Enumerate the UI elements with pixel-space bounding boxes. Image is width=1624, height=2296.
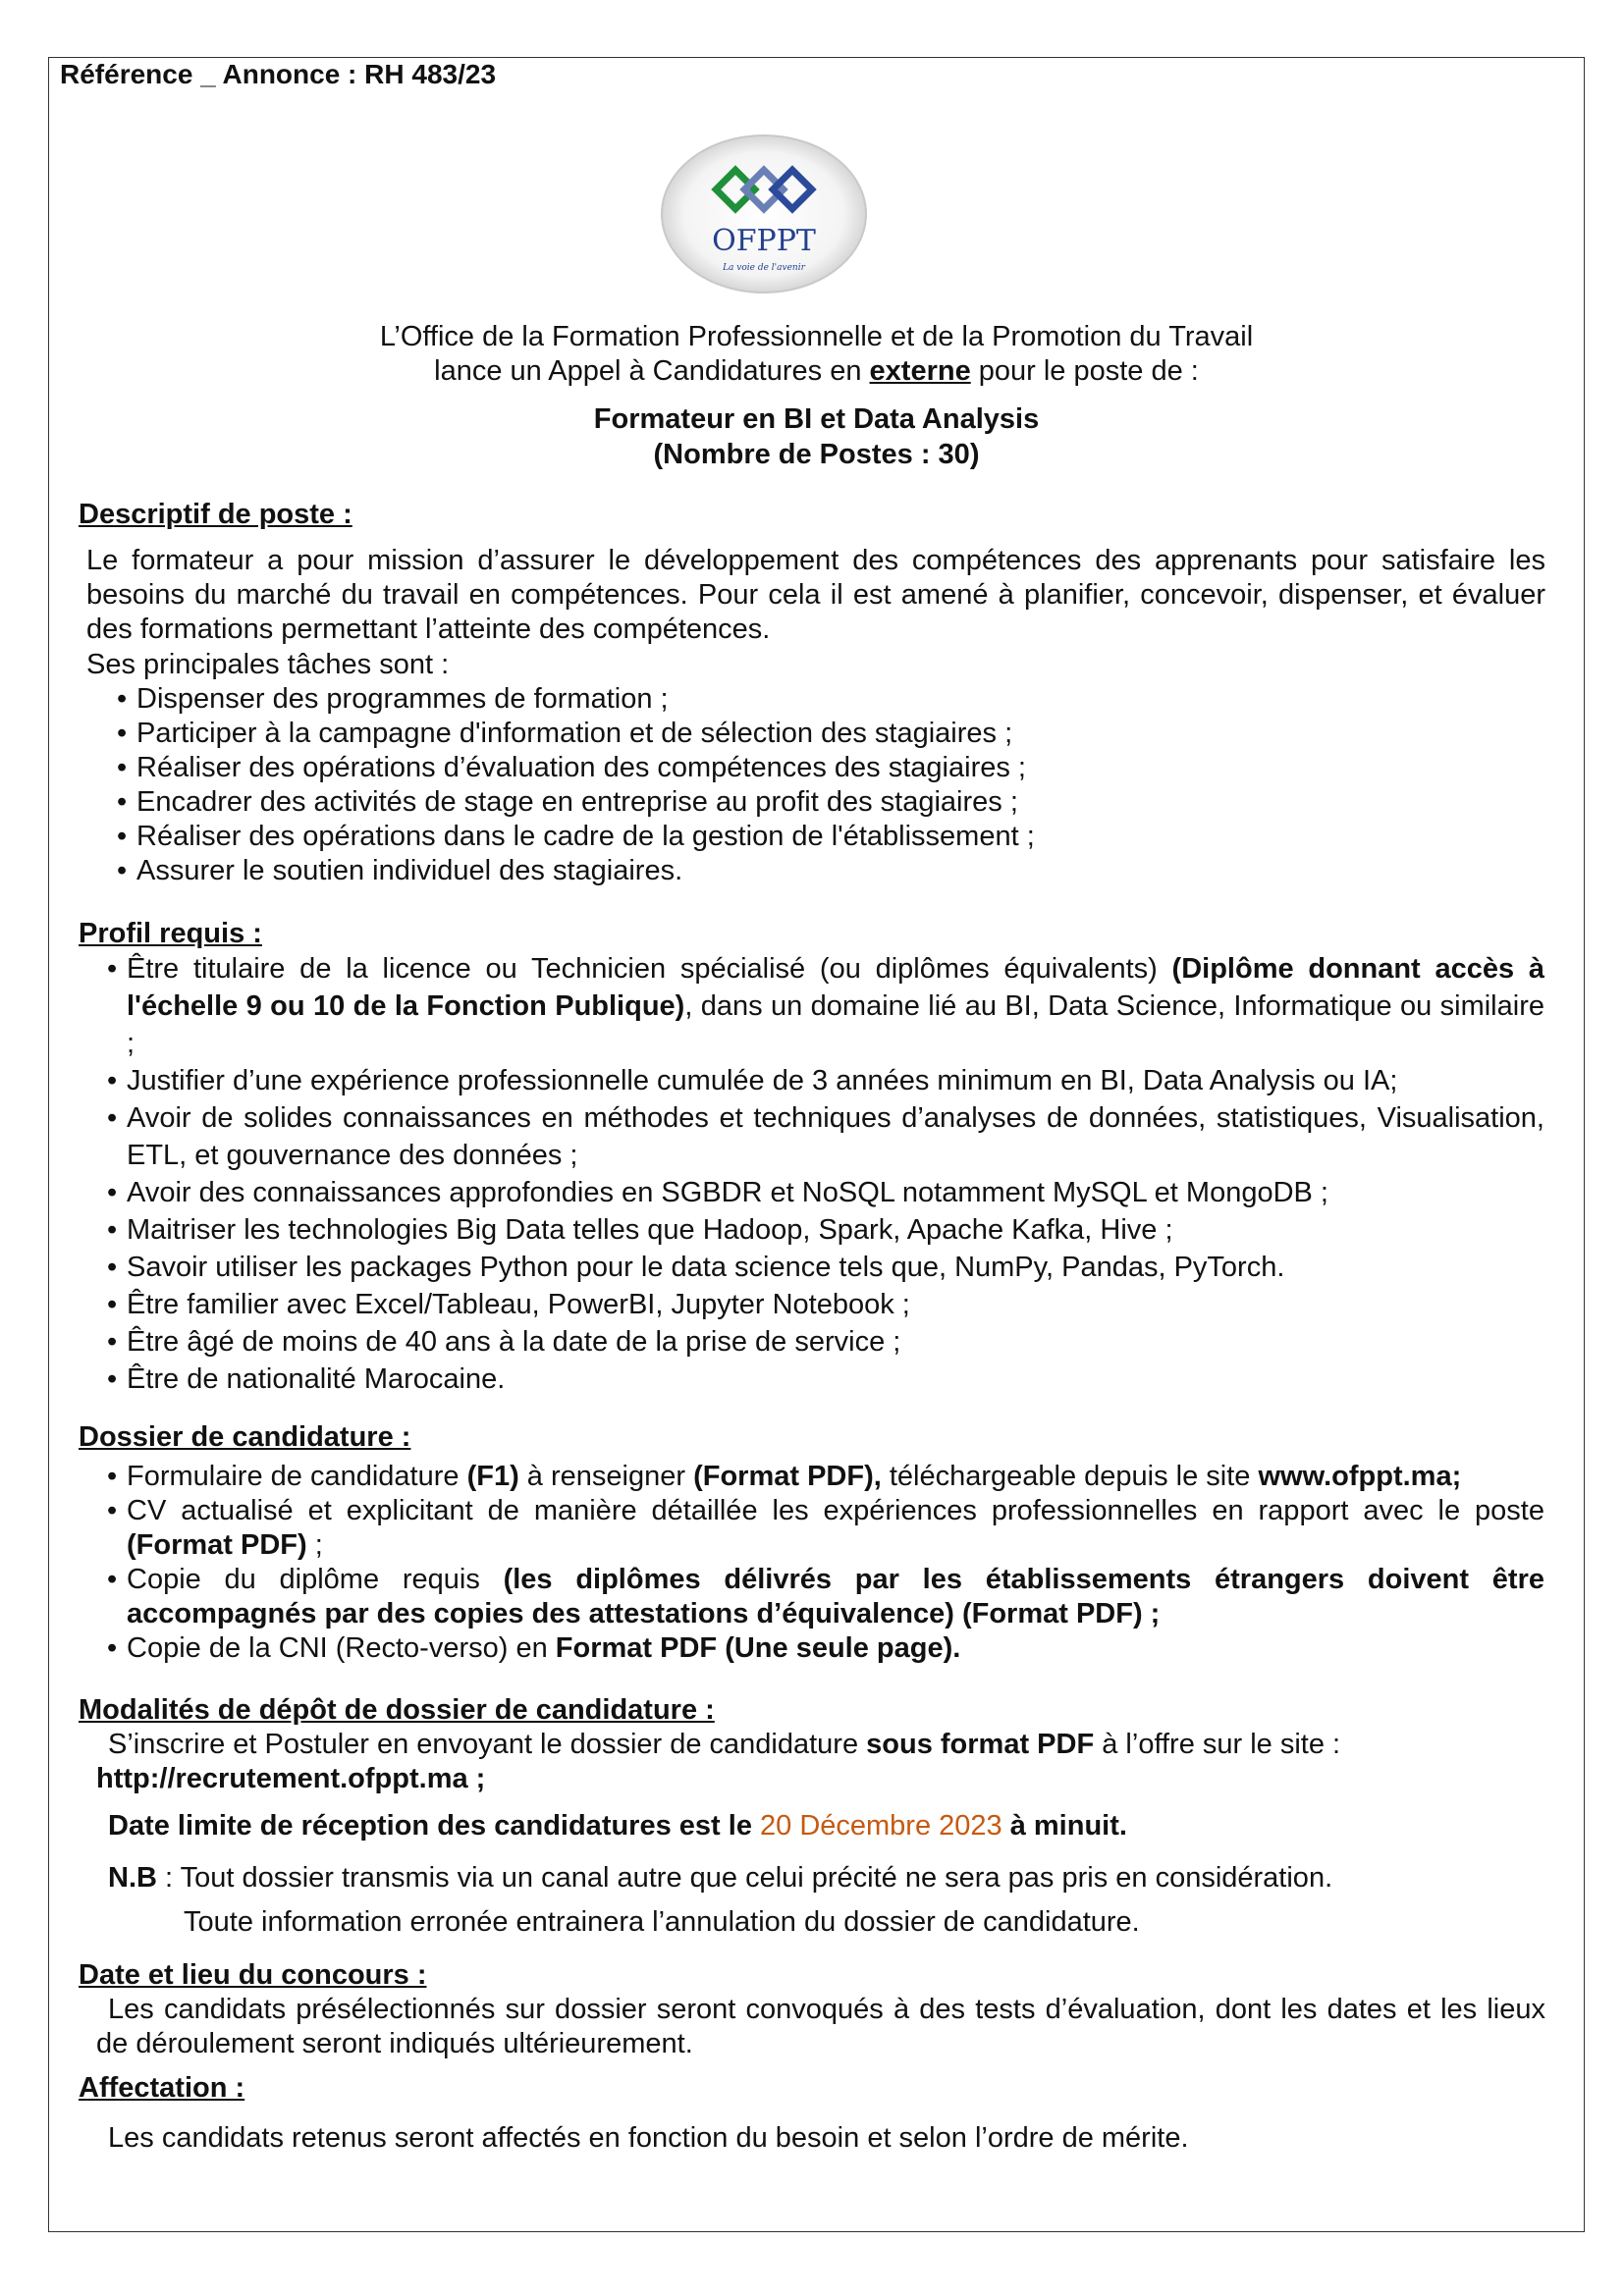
section-concours-heading: Date et lieu du concours : [79, 1959, 427, 1991]
list-item: • Assurer le soutien individuel des stagiaires. [136, 854, 1531, 888]
list-item: • CV actualisé et explicitant de manière détaillée les expériences professionnelles en rapport avec le poste (Format PDF) ; [127, 1494, 1544, 1563]
list-item: • Maitriser les technologies Big Data telles que Hadoop, Spark, Apache Kafka, Hive ; [127, 1211, 1544, 1249]
svg-text:OFPPT: OFPPT [712, 224, 816, 258]
list-item: • Copie de la CNI (Recto-verso) en Format PDF (Une seule page). [127, 1631, 1544, 1666]
recruitment-url[interactable]: http://recrutement.ofppt.ma ; [96, 1763, 486, 1794]
section-descriptif-heading: Descriptif de poste : [79, 499, 352, 530]
list-item: • Participer à la campagne d'information et de sélection des stagiaires ; [136, 717, 1531, 751]
descriptif-paragraph: Le formateur a pour mission d’assurer le développement des compétences des apprenants pour satisfaire les besoins du marché du travail en compétences. Pour cela il est amené à planifier, concevoir, dispenser, et évaluer des formations permettant l’atteinte des compétences. [86, 545, 1545, 645]
deadline: Date limite de réception des candidatures est le 20 Décembre 2023 à minuit. [108, 1810, 1127, 1842]
svg-text:La voie de l'avenir: La voie de l'avenir [723, 263, 805, 273]
section-affectation-heading: Affectation : [79, 2072, 245, 2104]
dossier-list [127, 1460, 1544, 1666]
concours-paragraph: Les candidats présélectionnés sur dossier seront convoqués à des tests d’évaluation, dont les dates et les lieux de déroulement seront indiqués ultérieurement. [96, 1994, 1545, 2059]
list-item: • Réaliser des opérations d’évaluation des compétences des stagiaires ; [136, 751, 1531, 785]
tasks-list [136, 682, 1531, 888]
tasks-intro: Ses principales tâches sont : [86, 649, 450, 680]
affectation-paragraph: Les candidats retenus seront affectés en fonction du besoin et selon l’ordre de mérite. [108, 2122, 1189, 2154]
intro-line1: L’Office de la Formation Professionnelle et de la Promotion du Travail [379, 321, 1254, 352]
list-item: • Formulaire de candidature (F1) à renseigner (Format PDF), téléchargeable depuis le site www.ofppt.ma; [127, 1460, 1544, 1494]
list-item: • Réaliser des opérations dans le cadre de la gestion de l'établissement ; [136, 820, 1531, 854]
reference: Référence _ Annonce : RH 483/23 [60, 59, 497, 89]
intro-line2: lance un Appel à Candidatures en externe pour le poste de : [434, 355, 1199, 387]
list-item: • Être familier avec Excel/Tableau, PowerBI, Jupyter Notebook ; [127, 1286, 1544, 1323]
job-title: Formateur en BI et Data Analysis [593, 403, 1040, 435]
profil-list [127, 950, 1544, 1398]
nb-note: N.B : Tout dossier transmis via un canal autre que celui précité ne sera pas pris en considération. [108, 1862, 1333, 1894]
list-item: • Être titulaire de la licence ou Technicien spécialisé (ou diplômes équivalents) (Diplôme donnant accès à l'échelle 9 ou 10 de la Fonction Publique), dans un domaine lié au BI, Data Science, Informatique ou similaire ; [127, 950, 1544, 1062]
list-item: • Dispenser des programmes de formation ; [136, 682, 1531, 717]
section-profil-heading: Profil requis : [79, 918, 262, 949]
list-item: • Avoir des connaissances approfondies en SGBDR et NoSQL notamment MySQL et MongoDB ; [127, 1174, 1544, 1211]
list-item: • Justifier d’une expérience professionnelle cumulée de 3 années minimum en BI, Data Analysis ou IA; [127, 1062, 1544, 1099]
list-item: • Copie du diplôme requis (les diplômes délivrés par les établissements étrangers doivent être accompagnés par des copies des attestations d’équivalence) (Format PDF) ; [127, 1563, 1544, 1631]
list-item: • Encadrer des activités de stage en entreprise au profit des stagiaires ; [136, 785, 1531, 820]
nb-note-2: Toute information erronée entrainera l’annulation du dossier de candidature. [184, 1906, 1140, 1938]
job-count: (Nombre de Postes : 30) [653, 439, 980, 470]
modalites-paragraph: S’inscrire et Postuler en envoyant le dossier de candidature sous format PDF à l’offre sur le site : http://recrutement.ofppt.ma ; [96, 1729, 1341, 1794]
list-item: • Avoir de solides connaissances en méthodes et techniques d’analyses de données, statistiques, Visualisation, ETL, et gouvernance des données ; [127, 1099, 1544, 1174]
section-dossier-heading: Dossier de candidature : [79, 1421, 411, 1453]
section-modalites-heading: Modalités de dépôt de dossier de candidature : [79, 1694, 715, 1726]
list-item: • Être âgé de moins de 40 ans à la date de la prise de service ; [127, 1323, 1544, 1361]
ofppt-logo-icon [659, 133, 869, 295]
list-item: • Savoir utiliser les packages Python pour le data science tels que, NumPy, Pandas, PyTorch. [127, 1249, 1544, 1286]
list-item: • Être de nationalité Marocaine. [127, 1361, 1544, 1398]
